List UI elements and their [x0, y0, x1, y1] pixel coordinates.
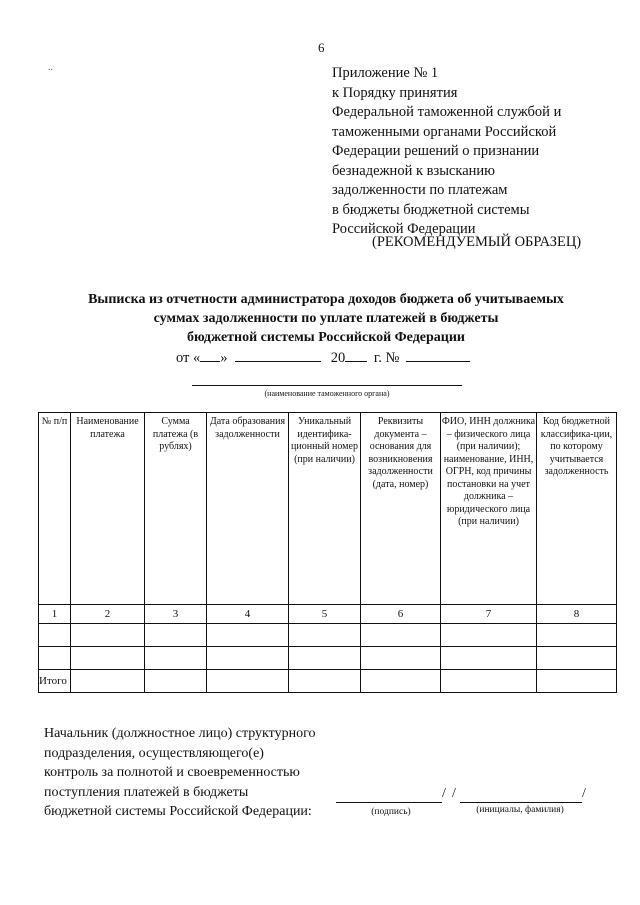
- separator-slash: /: [582, 786, 586, 801]
- year-blank[interactable]: [345, 348, 367, 362]
- column-number: 4: [207, 605, 289, 624]
- table-cell[interactable]: [145, 670, 207, 693]
- annex-line: Российской Федерации: [332, 221, 476, 237]
- annex-block: [332, 64, 561, 240]
- number-label: г. №: [373, 350, 400, 366]
- customs-authority-line[interactable]: [192, 385, 462, 386]
- table-cell[interactable]: [39, 647, 71, 670]
- date-close-quote: »: [220, 350, 228, 366]
- col-header-debt-date: Дата образования задолженности: [207, 413, 289, 605]
- date-number-line: [176, 348, 470, 367]
- date-from-label: от «: [176, 350, 201, 366]
- table-cell[interactable]: [537, 624, 617, 647]
- signature-field[interactable]: [336, 802, 442, 803]
- column-number: 3: [145, 605, 207, 624]
- table-cell[interactable]: [537, 670, 617, 693]
- table-cell[interactable]: [145, 624, 207, 647]
- col-header-amount: Сумма платежа (в рублях): [145, 413, 207, 605]
- annex-line: задолженности по платежам: [332, 182, 508, 198]
- table-cell[interactable]: [71, 670, 145, 693]
- annex-line: Приложение № 1: [332, 65, 439, 81]
- annex-line: безнадежной к взысканию: [332, 162, 495, 179]
- debt-table: [38, 412, 617, 693]
- day-blank[interactable]: [200, 348, 220, 362]
- signature-block: [44, 724, 316, 822]
- title-line: Выписка из отчетности администратора доходов бюджета об учитываемых: [88, 292, 564, 307]
- column-numbers-row: [39, 605, 617, 624]
- number-blank[interactable]: [406, 348, 470, 362]
- initials-field[interactable]: [460, 802, 582, 803]
- total-label: Итого: [39, 670, 71, 693]
- table-cell[interactable]: [289, 647, 361, 670]
- title-line: суммах задолженности по уплате платежей в бюджеты: [153, 311, 499, 326]
- annex-line: таможенными органами Российской: [332, 123, 557, 140]
- initials-caption: (инициалы, фамилия): [476, 805, 564, 815]
- total-row: [39, 670, 617, 693]
- column-number: 7: [441, 605, 537, 624]
- signature-line-text: контроль за полнотой и своевременностью: [44, 765, 300, 780]
- table-cell[interactable]: [361, 670, 441, 693]
- signature-line-text: поступления платежей в бюджеты: [44, 784, 249, 800]
- annex-line: Федерации решений о признании: [332, 143, 540, 159]
- table-cell[interactable]: [441, 647, 537, 670]
- table-row: [39, 624, 617, 647]
- table-cell[interactable]: [361, 624, 441, 647]
- table-header-row: [39, 413, 617, 605]
- separator-slash: /: [452, 786, 456, 801]
- table-cell[interactable]: [71, 647, 145, 670]
- signature-line-text: подразделения, осуществляющего(е): [44, 745, 264, 761]
- col-header-number: № п/п: [39, 413, 71, 605]
- title-line: бюджетной системы Российской Федерации: [187, 330, 465, 345]
- page-number: 6: [318, 40, 325, 55]
- table-cell[interactable]: [145, 647, 207, 670]
- column-number: 5: [289, 605, 361, 624]
- column-number: 1: [39, 605, 71, 624]
- year-prefix: 20: [330, 350, 346, 366]
- table-cell[interactable]: [39, 624, 71, 647]
- annex-line: в бюджеты бюджетной системы: [332, 201, 530, 218]
- table-cell[interactable]: [289, 624, 361, 647]
- table-cell[interactable]: [289, 670, 361, 693]
- annex-line: к Порядку принятия: [332, 84, 458, 101]
- month-blank[interactable]: [235, 348, 321, 362]
- column-number: 2: [71, 605, 145, 624]
- table-cell[interactable]: [71, 624, 145, 647]
- col-header-budget-code: Код бюджетной классифика-ции, по которому учитывается задолженность: [537, 413, 617, 605]
- table-cell[interactable]: [207, 670, 289, 693]
- col-header-unique-id: Уникальный идентифика-ционный номер (при наличии): [289, 413, 361, 605]
- table-cell[interactable]: [207, 624, 289, 647]
- table-cell[interactable]: [537, 647, 617, 670]
- col-header-debtor: ФИО, ИНН должника – физического лица (при наличии); наименование, ИНН, ОГРН, код причины постановки на учет должника – юридического лица (при наличии): [441, 413, 537, 605]
- table-cell[interactable]: [441, 670, 537, 693]
- column-number: 6: [361, 605, 441, 624]
- customs-authority-caption: (наименование таможенного органа): [264, 389, 390, 398]
- recommended-sample-label: (РЕКОМЕНДУЕМЫЙ ОБРАЗЕЦ): [372, 234, 582, 250]
- signature-line-text: бюджетной системы Российской Федерации:: [44, 804, 312, 819]
- col-header-payment-name: Наименование платежа: [71, 413, 145, 605]
- table-cell[interactable]: [207, 647, 289, 670]
- corner-mark: ..: [48, 62, 53, 73]
- annex-line: Федеральной таможенной службой и: [332, 104, 562, 120]
- separator-slash: /: [442, 786, 446, 801]
- col-header-document-details: Реквизиты документа – основания для возникновения задолженности (дата, номер): [361, 413, 441, 605]
- document-title: [40, 290, 612, 347]
- signature-caption: (подпись): [371, 807, 411, 817]
- table-cell[interactable]: [361, 647, 441, 670]
- column-number: 8: [537, 605, 617, 624]
- table-cell[interactable]: [441, 624, 537, 647]
- signature-line-text: Начальник (должностное лицо) структурного: [44, 726, 316, 741]
- table-row: [39, 647, 617, 670]
